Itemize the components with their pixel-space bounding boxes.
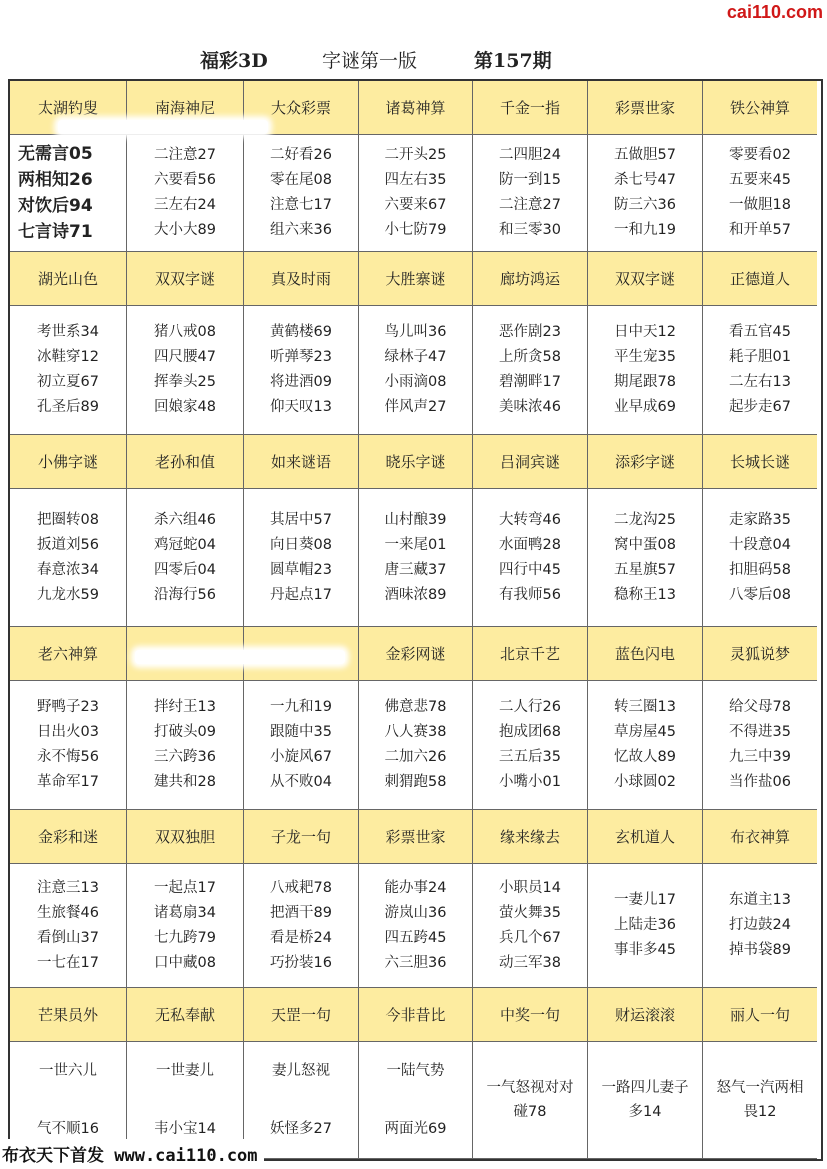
riddle-line: 四左右35 bbox=[384, 172, 447, 188]
riddle-line: 听弹琴23 bbox=[270, 349, 332, 365]
column-header: 金彩网谜 bbox=[359, 627, 473, 681]
riddle-line: 五要来45 bbox=[729, 172, 791, 188]
riddle-line: 看是桥24 bbox=[270, 929, 332, 946]
column-header: 长城长谜 bbox=[703, 435, 817, 489]
riddle-line: 孔圣后89 bbox=[37, 399, 99, 415]
riddle-line: 上所贪58 bbox=[499, 349, 561, 365]
riddle-line: 期尾跟78 bbox=[614, 374, 676, 390]
riddle-line: 小七防79 bbox=[384, 222, 447, 238]
site-logo: cai110.com bbox=[726, 2, 823, 22]
column-header: 玄机道人 bbox=[588, 810, 703, 864]
riddle-line: 两面光69 bbox=[384, 1120, 447, 1137]
riddle-line: 给父母78 bbox=[729, 699, 791, 715]
riddle-line: 八戒耙78 bbox=[270, 879, 332, 896]
riddle-line: 水面鸭28 bbox=[499, 536, 561, 553]
column-header: 添彩字谜 bbox=[588, 435, 703, 489]
riddle-line: 从不败04 bbox=[270, 774, 332, 790]
lottery-title: 福彩3D bbox=[200, 50, 268, 72]
riddle-line: 小雨滴08 bbox=[384, 374, 447, 390]
column-header: 真及时雨 bbox=[244, 252, 359, 306]
riddle-line: 冰鞋穿12 bbox=[37, 349, 99, 365]
riddle-line: 二人行26 bbox=[499, 699, 561, 715]
riddle-line: 沿海行56 bbox=[154, 586, 216, 603]
riddle-cell bbox=[127, 489, 244, 627]
riddle-line: 稳称王13 bbox=[614, 586, 676, 603]
column-header: 铁公神算 bbox=[703, 81, 817, 135]
riddle-cell bbox=[703, 864, 817, 988]
riddle-cell bbox=[244, 306, 359, 435]
riddle-line: 恶作剧23 bbox=[499, 324, 561, 340]
riddle-cell bbox=[703, 306, 817, 435]
riddle-line: 四零后04 bbox=[154, 561, 216, 578]
riddle-cell bbox=[588, 681, 703, 810]
riddle-line: 平生宠35 bbox=[614, 349, 676, 365]
riddle-line: 把圈转08 bbox=[37, 511, 99, 528]
riddle-line: 六要来67 bbox=[384, 197, 447, 213]
riddle-line: 酒味浓89 bbox=[384, 586, 447, 603]
riddle-row bbox=[10, 864, 821, 988]
column-header: 天罡一句 bbox=[244, 988, 359, 1042]
riddle-line: 小球圆02 bbox=[614, 774, 676, 790]
footer-watermark: 布衣天下首发 www.cai110.com bbox=[0, 1139, 264, 1166]
riddle-line: 和三零30 bbox=[499, 222, 561, 238]
column-header: 吕洞宾谜 bbox=[473, 435, 588, 489]
riddle-line: 当作盐06 bbox=[729, 774, 791, 790]
riddle-line: 唐三藏37 bbox=[384, 561, 447, 578]
riddle-line: 二好看26 bbox=[270, 147, 332, 163]
riddle-line: 四行中45 bbox=[499, 561, 561, 578]
riddle-line: 九三中39 bbox=[729, 749, 791, 765]
riddle-line: 注意七17 bbox=[270, 197, 332, 213]
riddle-line: 杀七号47 bbox=[614, 172, 676, 188]
riddle-line: 扣胆码58 bbox=[729, 561, 791, 578]
riddle-cell bbox=[703, 489, 817, 627]
riddle-line: 一陆气势 bbox=[386, 1062, 445, 1079]
riddle-line: 气不顺16 bbox=[37, 1120, 99, 1137]
riddle-line: 二加六26 bbox=[384, 749, 447, 765]
riddle-line: 一世妻儿 bbox=[156, 1062, 214, 1079]
riddle-line: 诸葛扇34 bbox=[154, 904, 216, 921]
riddle-line: 韦小宝14 bbox=[154, 1120, 216, 1137]
riddle-cell bbox=[588, 1042, 703, 1159]
riddle-line: 其居中57 bbox=[270, 511, 332, 528]
riddle-line: 山村酿39 bbox=[384, 511, 447, 528]
riddle-line: 打破头09 bbox=[154, 724, 216, 740]
riddle-line: 妖怪多27 bbox=[270, 1120, 332, 1137]
riddle-cell bbox=[473, 864, 588, 988]
riddle-line: 日中天12 bbox=[614, 324, 676, 340]
riddle-line: 一和九19 bbox=[614, 222, 676, 238]
riddle-line: 无需言05 bbox=[18, 144, 93, 164]
riddle-cell bbox=[359, 489, 473, 627]
column-header: 丽人一句 bbox=[703, 988, 817, 1042]
riddle-row bbox=[10, 681, 821, 810]
riddle-cell bbox=[588, 489, 703, 627]
riddle-cell bbox=[244, 681, 359, 810]
column-header: 缘来缘去 bbox=[473, 810, 588, 864]
riddle-line: 走家路35 bbox=[729, 511, 791, 528]
riddle-line: 四五跨45 bbox=[384, 929, 447, 946]
riddle-cell bbox=[359, 681, 473, 810]
riddle-line: 杀六组46 bbox=[154, 511, 216, 528]
riddle-cell bbox=[473, 135, 588, 252]
riddle-cell bbox=[359, 864, 473, 988]
riddle-cell bbox=[10, 306, 127, 435]
riddle-line: 七言诗71 bbox=[18, 222, 93, 242]
column-header: 千金一指 bbox=[473, 81, 588, 135]
column-header: 芒果员外 bbox=[10, 988, 127, 1042]
riddle-line: 妻儿怒视 bbox=[272, 1062, 330, 1079]
riddle-line: 生旅餐46 bbox=[37, 904, 99, 921]
riddle-line: 一九和19 bbox=[270, 699, 332, 715]
riddle-line: 九龙水59 bbox=[37, 586, 99, 603]
riddle-line: 组六来36 bbox=[270, 222, 332, 238]
riddle-line: 零要看02 bbox=[729, 147, 791, 163]
riddle-line: 游岚山36 bbox=[384, 904, 447, 921]
riddle-cell bbox=[359, 1042, 473, 1159]
riddle-line: 一气怒视对对碰78 bbox=[486, 1080, 574, 1120]
column-header: 双双字谜 bbox=[588, 252, 703, 306]
column-header: 双双字谜 bbox=[127, 252, 244, 306]
riddle-line: 十段意04 bbox=[729, 536, 791, 553]
column-header: 中奖一句 bbox=[473, 988, 588, 1042]
riddle-cell bbox=[703, 681, 817, 810]
riddle-line: 大转弯46 bbox=[499, 511, 561, 528]
riddle-line: 鸟儿叫36 bbox=[384, 324, 447, 340]
riddle-line: 绿林子47 bbox=[384, 349, 447, 365]
riddle-line: 和开单57 bbox=[729, 222, 791, 238]
header-row bbox=[10, 988, 821, 1042]
column-header: 双双独胆 bbox=[127, 810, 244, 864]
riddle-cell bbox=[588, 306, 703, 435]
column-header: 正德道人 bbox=[703, 252, 817, 306]
riddle-line: 扳道刘56 bbox=[37, 536, 99, 553]
riddle-line: 三左右24 bbox=[154, 197, 216, 213]
smudge-mark bbox=[135, 650, 345, 664]
riddle-line: 圆草帽23 bbox=[270, 561, 332, 578]
column-header: 灵狐说梦 bbox=[703, 627, 817, 681]
riddle-line: 革命军17 bbox=[37, 774, 99, 790]
riddle-cell bbox=[473, 489, 588, 627]
riddle-line: 六要看56 bbox=[154, 172, 216, 188]
riddle-line: 起步走67 bbox=[729, 399, 791, 415]
column-header: 廊坊鸿运 bbox=[473, 252, 588, 306]
column-header: 蓝色闪电 bbox=[588, 627, 703, 681]
riddle-cell bbox=[10, 864, 127, 988]
riddle-line: 五做胆57 bbox=[614, 147, 676, 163]
riddle-line: 零在尾08 bbox=[270, 172, 332, 188]
riddle-line: 拌纣王13 bbox=[154, 699, 216, 715]
column-header: 老六神算 bbox=[10, 627, 127, 681]
riddle-line: 二注意27 bbox=[499, 197, 561, 213]
header-row bbox=[10, 252, 821, 306]
riddle-cell bbox=[10, 489, 127, 627]
riddle-table bbox=[8, 79, 823, 1161]
riddle-line: 防三六36 bbox=[614, 197, 676, 213]
riddle-cell bbox=[703, 1042, 817, 1159]
riddle-line: 三五后35 bbox=[499, 749, 561, 765]
riddle-line: 二左右13 bbox=[729, 374, 791, 390]
riddle-row bbox=[10, 306, 821, 435]
riddle-cell bbox=[473, 1042, 588, 1159]
riddle-line: 大小大89 bbox=[154, 222, 216, 238]
header-row bbox=[10, 627, 821, 681]
column-header: 湖光山色 bbox=[10, 252, 127, 306]
riddle-line: 萤火舞35 bbox=[499, 904, 561, 921]
riddle-line: 二四胆24 bbox=[499, 147, 561, 163]
riddle-line: 打边鼓24 bbox=[729, 917, 791, 933]
column-header: 如来谜语 bbox=[244, 435, 359, 489]
riddle-line: 一路四儿妻子多14 bbox=[601, 1080, 689, 1120]
column-header: 老孙和值 bbox=[127, 435, 244, 489]
riddle-line: 六三胆36 bbox=[384, 954, 447, 971]
column-header: 彩票世家 bbox=[359, 810, 473, 864]
column-header: 子龙一句 bbox=[244, 810, 359, 864]
riddle-line: 碧潮畔17 bbox=[499, 374, 561, 390]
riddle-line: 小嘴小01 bbox=[499, 774, 561, 790]
header-row bbox=[10, 435, 821, 489]
riddle-line: 刺猬跑58 bbox=[384, 774, 447, 790]
riddle-cell bbox=[10, 681, 127, 810]
riddle-line: 佛意悲78 bbox=[384, 699, 447, 715]
riddle-line: 一妻儿17 bbox=[614, 892, 676, 908]
riddle-line: 能办事24 bbox=[384, 879, 447, 896]
riddle-line: 伴风声27 bbox=[384, 399, 447, 415]
riddle-line: 五星旗57 bbox=[614, 561, 676, 578]
riddle-line: 两相知26 bbox=[18, 170, 93, 190]
riddle-line: 七九跨79 bbox=[154, 929, 216, 946]
riddle-cell bbox=[359, 306, 473, 435]
riddle-line: 转三圈13 bbox=[614, 699, 676, 715]
riddle-line: 一来尾01 bbox=[384, 536, 447, 553]
riddle-line: 事非多45 bbox=[614, 942, 676, 958]
riddle-line: 四尺腰47 bbox=[154, 349, 216, 365]
riddle-line: 仰天叹13 bbox=[270, 399, 332, 415]
header-row bbox=[10, 810, 821, 864]
riddle-line: 抱成团68 bbox=[499, 724, 561, 740]
riddle-cell bbox=[359, 135, 473, 252]
column-header: 晓乐字谜 bbox=[359, 435, 473, 489]
riddle-line: 美味浓46 bbox=[499, 399, 561, 415]
riddle-line: 小旋风67 bbox=[270, 749, 332, 765]
column-header: 南海神尼 bbox=[127, 81, 244, 135]
riddle-row bbox=[10, 489, 821, 627]
riddle-line: 看倒山37 bbox=[37, 929, 99, 946]
column-header: 太湖钓叟 bbox=[10, 81, 127, 135]
riddle-line: 对饮后94 bbox=[18, 196, 93, 216]
riddle-line: 看五官45 bbox=[729, 324, 791, 340]
riddle-line: 八人赛38 bbox=[384, 724, 447, 740]
riddle-line: 草房屋45 bbox=[614, 724, 676, 740]
riddle-line: 耗子胆01 bbox=[729, 349, 791, 365]
riddle-line: 回娘家48 bbox=[154, 399, 216, 415]
riddle-line: 动三军38 bbox=[499, 954, 561, 971]
riddle-line: 向日葵08 bbox=[270, 536, 332, 553]
riddle-line: 猪八戒08 bbox=[154, 324, 216, 340]
riddle-cell bbox=[588, 864, 703, 988]
riddle-line: 将进酒09 bbox=[270, 374, 332, 390]
riddle-line: 三六跨36 bbox=[154, 749, 216, 765]
riddle-line: 窝中蛋08 bbox=[614, 536, 676, 553]
riddle-line: 一七在17 bbox=[37, 954, 99, 971]
riddle-line: 丹起点17 bbox=[270, 586, 332, 603]
page-header bbox=[0, 46, 827, 76]
column-header: 大众彩票 bbox=[244, 81, 359, 135]
riddle-line: 忆故人89 bbox=[614, 749, 676, 765]
riddle-line: 一世六儿 bbox=[39, 1062, 97, 1079]
riddle-cell bbox=[127, 681, 244, 810]
riddle-line: 掉书袋89 bbox=[729, 942, 791, 958]
riddle-line: 鸡冠蛇04 bbox=[154, 536, 216, 553]
riddle-cell bbox=[473, 681, 588, 810]
riddle-line: 小职员14 bbox=[499, 879, 561, 896]
smudge-mark bbox=[58, 120, 268, 134]
column-header: 彩票世家 bbox=[588, 81, 703, 135]
riddle-cell bbox=[473, 306, 588, 435]
riddle-line: 跟随中35 bbox=[270, 724, 332, 740]
riddle-line: 不得进35 bbox=[729, 724, 791, 740]
riddle-line: 怒气一汽两相畏12 bbox=[716, 1080, 804, 1120]
riddle-line: 考世系34 bbox=[37, 324, 99, 340]
riddle-line: 野鸭子23 bbox=[37, 699, 99, 715]
riddle-line: 业早成69 bbox=[614, 399, 676, 415]
column-header: 诸葛神算 bbox=[359, 81, 473, 135]
riddle-cell bbox=[10, 135, 127, 252]
riddle-line: 二注意27 bbox=[154, 147, 216, 163]
column-header: 北京千艺 bbox=[473, 627, 588, 681]
riddle-line: 口中藏08 bbox=[154, 954, 216, 971]
riddle-line: 二开头25 bbox=[384, 147, 447, 163]
riddle-line: 注意三13 bbox=[37, 879, 99, 896]
riddle-row bbox=[10, 135, 821, 252]
column-header: 今非昔比 bbox=[359, 988, 473, 1042]
riddle-line: 防一到15 bbox=[499, 172, 561, 188]
riddle-line: 日出火03 bbox=[37, 724, 99, 740]
riddle-line: 把酒干89 bbox=[270, 904, 332, 921]
column-header: 布衣神算 bbox=[703, 810, 817, 864]
riddle-line: 一做胆18 bbox=[729, 197, 791, 213]
riddle-line: 黄鹤楼69 bbox=[270, 324, 332, 340]
issue-number: 第157期 bbox=[474, 50, 552, 72]
riddle-line: 有我师56 bbox=[499, 586, 561, 603]
column-header: 大胜寨谜 bbox=[359, 252, 473, 306]
riddle-cell bbox=[244, 489, 359, 627]
riddle-line: 二龙沟25 bbox=[614, 511, 676, 528]
column-header: 小佛字谜 bbox=[10, 435, 127, 489]
column-header: 财运滚滚 bbox=[588, 988, 703, 1042]
riddle-line: 兵几个67 bbox=[499, 929, 561, 946]
riddle-cell bbox=[127, 306, 244, 435]
riddle-line: 初立夏67 bbox=[37, 374, 99, 390]
riddle-cell bbox=[244, 864, 359, 988]
riddle-cell bbox=[703, 135, 817, 252]
riddle-cell bbox=[588, 135, 703, 252]
column-header: 金彩和迷 bbox=[10, 810, 127, 864]
riddle-line: 建共和28 bbox=[154, 774, 216, 790]
riddle-line: 巧扮装16 bbox=[270, 954, 332, 971]
column-header: 无私奉献 bbox=[127, 988, 244, 1042]
riddle-line: 春意浓34 bbox=[37, 561, 99, 578]
riddle-cell bbox=[244, 135, 359, 252]
riddle-line: 上陆走36 bbox=[614, 917, 676, 933]
riddle-cell bbox=[127, 864, 244, 988]
riddle-line: 东道主13 bbox=[729, 892, 791, 908]
edition-title: 字谜第一版 bbox=[322, 50, 418, 72]
riddle-line: 永不悔56 bbox=[37, 749, 99, 765]
riddle-line: 挥拳头25 bbox=[154, 374, 216, 390]
riddle-line: 八零后08 bbox=[729, 586, 791, 603]
riddle-cell bbox=[127, 135, 244, 252]
riddle-line: 一起点17 bbox=[154, 879, 216, 896]
